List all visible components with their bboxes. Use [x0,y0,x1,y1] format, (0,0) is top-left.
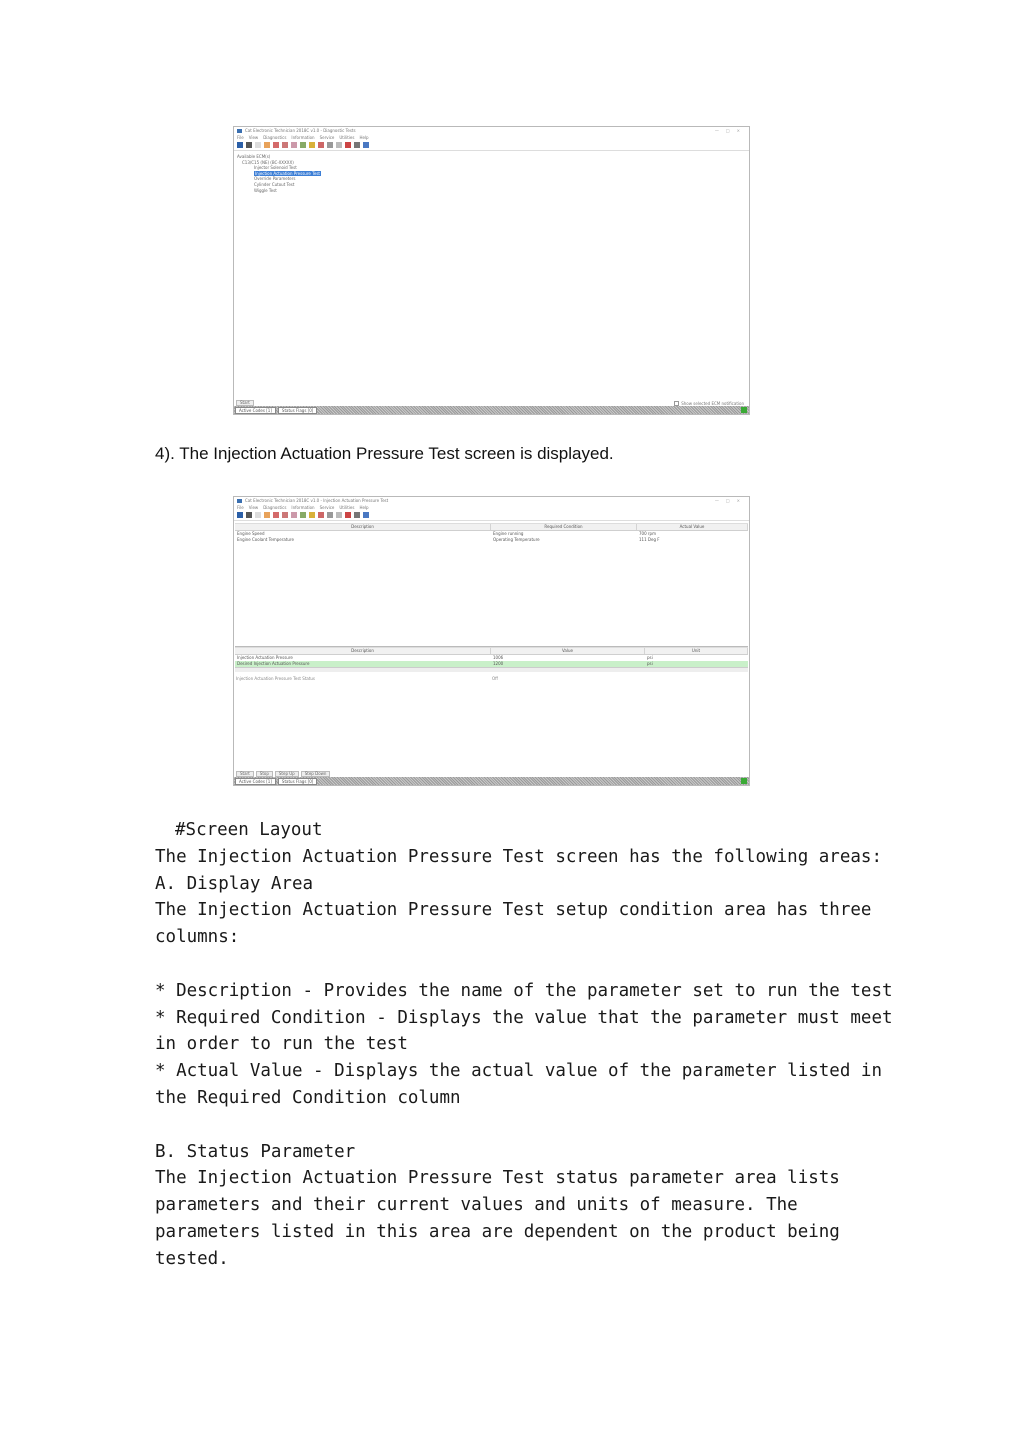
cell-actual: 111 Deg F [639,537,660,542]
app-icon [237,499,242,503]
menu-utilities[interactable]: Utilities [339,504,355,510]
cell-unit: psi [647,655,653,660]
window-controls [715,498,746,503]
cell-description: Desired Injection Actuation Pressure [237,661,310,666]
setup-condition-header [235,523,748,531]
title-bar [234,497,749,504]
menu-service[interactable]: Service [319,134,335,140]
cell-required: Engine running [493,531,524,536]
home-icon[interactable] [354,142,360,148]
menu-information[interactable]: Information [291,134,315,140]
window-title: Cat Electronic Technician 2018C v1.0 - Diagnostic Tests [245,128,356,133]
ecm-tree [234,151,749,196]
online-indicator-icon [741,407,747,413]
table-row-selected[interactable] [235,661,748,667]
col-value[interactable]: Value [491,648,645,654]
test-status-label: Injection Actuation Pressure Test Status [236,676,316,681]
cell-required: Operating Temperature [493,537,540,542]
menu-help[interactable]: Help [359,504,369,510]
iap-test-screenshot [233,496,750,786]
connect-icon[interactable] [255,142,261,148]
tree-root[interactable]: Available ECM(s) [237,154,271,159]
tree-ecm[interactable]: C13/C15 (NE) (BC-XXXXX) [242,159,294,165]
stop-button[interactable]: Stop [256,771,273,777]
save-icon[interactable] [237,142,243,148]
ecm-notification-label: Show selected ECM notification [681,400,744,406]
cell-description: Engine Coolant Temperature [237,537,294,542]
maximize-button[interactable]: □ [725,498,730,503]
save-icon[interactable] [237,512,243,518]
bullet-required-condition: * Required Condition - Displays the value that the parameter must meet in order to run the test [155,1007,904,1055]
forward-icon[interactable] [273,512,279,518]
chart-icon[interactable] [345,512,351,518]
status-parameter-table [235,646,748,672]
intro-paragraph: The Injection Actuation Pressure Test screen has the following areas: [155,846,882,867]
chart-icon[interactable] [345,142,351,148]
menu-diagnostics[interactable]: Diagnostics [263,504,287,510]
print-icon[interactable] [246,142,252,148]
app-icon [237,129,242,133]
tree-item-override-parameters[interactable]: Override Parameters [254,176,296,182]
minimize-button[interactable]: — [714,128,719,133]
close-button[interactable]: × [736,128,740,133]
chart-icon[interactable] [327,142,333,148]
section-a-text: The Injection Actuation Pressure Test setup condition area has three columns: [155,900,882,948]
bullet-description: * Description - Provides the name of the parameter set to run the test [155,980,893,1001]
ecm-notification-checkbox[interactable] [674,401,679,406]
toolbar [234,140,749,151]
menu-diagnostics[interactable]: Diagnostics [263,134,287,140]
maximize-button[interactable]: □ [725,128,730,133]
test-icon[interactable] [300,142,306,148]
section-a-title: A. Display Area [155,873,314,894]
chart-icon[interactable] [309,512,315,518]
active-codes-tab[interactable]: Active Codes [1] [235,407,276,414]
step-down-button[interactable]: Step Down [301,771,331,777]
test-icon[interactable] [291,142,297,148]
close-button[interactable]: × [736,498,740,503]
ecm-icon[interactable] [264,142,270,148]
col-unit[interactable]: Unit [645,648,748,654]
chart-icon[interactable] [309,142,315,148]
chart-icon[interactable] [336,142,342,148]
tree-item-wiggle-test[interactable]: Wiggle Test [254,187,277,193]
start-button[interactable]: Start [236,771,254,777]
table-row[interactable] [235,537,748,543]
help-icon[interactable] [363,512,369,518]
online-indicator-icon [741,778,747,784]
section-b-text: The Injection Actuation Pressure Test status parameter area lists parameters and their current values and units of measure. The parameters listed in this area are dependent on the product being tested. [155,1168,851,1269]
col-actual-value[interactable]: Actual Value [637,524,748,530]
col-description[interactable]: Description [235,524,491,530]
step-up-button[interactable]: Step Up [275,771,299,777]
section-b-title: B. Status Parameter [155,1141,356,1162]
test-status-line [236,676,636,681]
start-button[interactable]: Start [236,400,254,406]
bullet-actual-value: * Actual Value - Displays the actual value of the parameter listed in the Required Condition column [155,1061,893,1108]
menu-view[interactable]: View [248,134,259,140]
chart-icon[interactable] [336,512,342,518]
menu-service[interactable]: Service [319,504,335,510]
toolbar [234,510,749,521]
tree-item-injector-solenoid-test[interactable]: Injector Solenoid Test [254,165,297,171]
minimize-button[interactable]: — [714,498,719,503]
back-icon[interactable] [282,142,288,148]
tree-item-injection-actuation-pressure-test[interactable]: Injection Actuation Pressure Test [255,170,321,176]
test-status-value: Off [492,676,498,681]
cell-description: Injection Actuation Pressure [237,655,293,660]
window-title: Cat Electronic Technician 2018C v1.0 - Injection Actuation Pressure Test [245,498,389,503]
ecm-icon[interactable] [264,512,270,518]
home-icon[interactable] [354,512,360,518]
status-parameter-header [235,647,748,655]
back-icon[interactable] [282,512,288,518]
test-icon[interactable] [291,512,297,518]
chart-icon[interactable] [318,512,324,518]
status-bar [234,406,749,414]
ecm-notification-option [674,401,747,406]
help-icon[interactable] [363,142,369,148]
connect-icon[interactable] [255,512,261,518]
col-required-condition[interactable]: Required Condition [491,524,637,530]
menu-file[interactable]: File [237,504,244,510]
active-codes-tab[interactable]: Active Codes [1] [235,778,276,785]
section-heading: #Screen Layout [175,820,323,840]
horizontal-scrollbar[interactable] [235,667,748,672]
cell-value: 1200 [493,661,504,666]
title-bar [234,127,749,134]
tree-item-cylinder-cutout-test[interactable]: Cylinder Cutout Test [254,181,295,187]
cell-actual: 700 rpm [639,531,656,536]
cell-unit: psi [647,661,653,666]
window-controls [715,128,746,133]
caption: 4). The Injection Actuation Pressure Test screen is displayed. [155,444,614,463]
status-flags-tab[interactable]: Status Flags [0] [278,407,317,414]
chart-icon[interactable] [327,512,333,518]
chart-icon[interactable] [318,142,324,148]
menu-help[interactable]: Help [359,134,369,140]
status-flags-tab[interactable]: Status Flags [0] [278,778,317,785]
menu-utilities[interactable]: Utilities [339,134,355,140]
print-icon[interactable] [246,512,252,518]
menu-file[interactable]: File [237,134,244,140]
col-description[interactable]: Description [235,648,491,654]
status-bar [234,777,749,785]
setup-condition-table [235,523,748,543]
diagnostic-tests-screenshot [233,126,750,415]
test-icon[interactable] [300,512,306,518]
menu-view[interactable]: View [248,504,259,510]
forward-icon[interactable] [273,142,279,148]
cell-value: 1006 [493,655,504,660]
menu-information[interactable]: Information [291,504,315,510]
cell-description: Engine Speed [237,531,265,536]
document-body [155,817,904,1273]
